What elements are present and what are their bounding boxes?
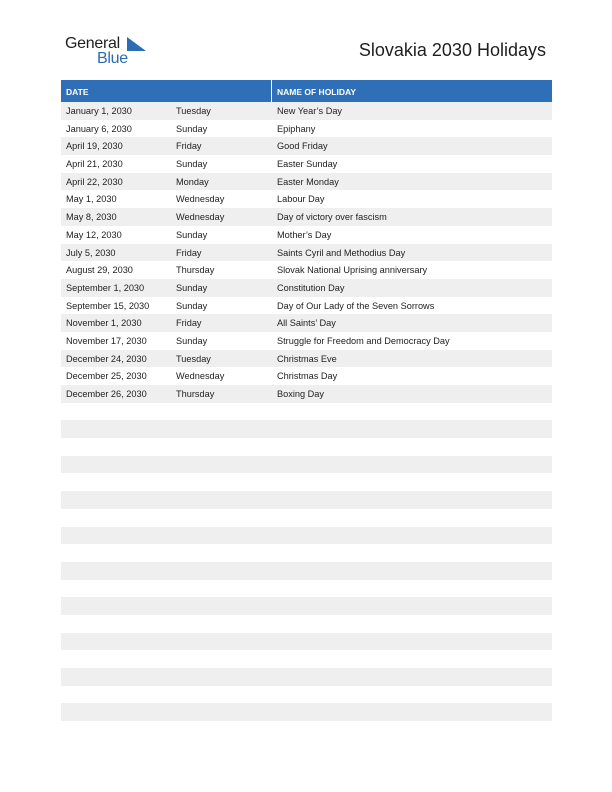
row-date: August 29, 2030	[66, 265, 133, 276]
row-weekday: Sunday	[176, 282, 208, 293]
row-date: December 25, 2030	[66, 371, 147, 382]
row-holiday-name: Mother’s Day	[277, 229, 332, 240]
table-row	[61, 102, 552, 120]
empty-row	[61, 420, 552, 438]
row-holiday-name: Boxing Day	[277, 389, 324, 399]
table-row	[61, 279, 552, 297]
empty-row	[61, 580, 552, 598]
table-body	[61, 102, 552, 721]
empty-row	[61, 703, 552, 721]
header-holiday-name: NAME OF HOLIDAY	[277, 87, 357, 97]
row-date: January 1, 2030	[66, 106, 132, 116]
table-row	[61, 190, 552, 208]
table-row	[61, 314, 552, 332]
row-weekday: Friday	[176, 318, 202, 329]
row-holiday-name: Epiphany	[277, 123, 316, 134]
row-holiday-name: Struggle for Freedom and Democracy Day	[277, 335, 450, 346]
row-date: April 22, 2030	[66, 176, 123, 187]
empty-row	[61, 456, 552, 474]
empty-row	[61, 403, 552, 421]
table-row	[61, 350, 552, 368]
row-weekday: Thursday	[176, 265, 215, 276]
row-holiday-name: Easter Sunday	[277, 159, 338, 170]
empty-row	[61, 544, 552, 562]
row-weekday: Wednesday	[176, 194, 225, 205]
logo	[65, 34, 155, 68]
table-header	[61, 80, 552, 102]
row-date: May 12, 2030	[66, 229, 122, 240]
page-title: Slovakia 2030 Holidays	[358, 40, 546, 60]
empty-row	[61, 597, 552, 615]
row-weekday: Wednesday	[176, 371, 225, 382]
row-date: December 26, 2030	[66, 389, 147, 399]
holiday-table	[61, 80, 552, 721]
row-holiday-name: All Saints’ Day	[277, 318, 336, 329]
empty-row	[61, 633, 552, 651]
row-weekday: Wednesday	[176, 212, 225, 223]
row-holiday-name: Day of Our Lady of the Seven Sorrows	[277, 300, 435, 311]
row-date: September 15, 2030	[66, 300, 150, 311]
empty-row	[61, 473, 552, 491]
row-weekday: Tuesday	[176, 106, 211, 116]
row-holiday-name: Christmas Day	[277, 371, 338, 382]
table-row	[61, 332, 552, 350]
table-row	[61, 173, 552, 191]
row-holiday-name: New Year’s Day	[277, 106, 343, 116]
row-date: April 21, 2030	[66, 159, 123, 170]
empty-row	[61, 650, 552, 668]
empty-row	[61, 615, 552, 633]
table-row	[61, 137, 552, 155]
row-date: November 17, 2030	[66, 335, 147, 346]
table-row	[61, 120, 552, 138]
row-weekday: Sunday	[176, 123, 208, 134]
empty-row	[61, 491, 552, 509]
row-date: May 1, 2030	[66, 194, 117, 205]
row-holiday-name: Easter Monday	[277, 176, 339, 187]
empty-row	[61, 562, 552, 580]
row-holiday-name: Day of victory over fascism	[277, 212, 387, 223]
row-holiday-name: Constitution Day	[277, 282, 345, 293]
row-date: September 1, 2030	[66, 282, 145, 293]
table-row	[61, 385, 552, 403]
table-row	[61, 226, 552, 244]
empty-row	[61, 438, 552, 456]
row-weekday: Thursday	[176, 389, 215, 399]
empty-row	[61, 509, 552, 527]
header-date: DATE	[66, 87, 89, 97]
table-row	[61, 208, 552, 226]
table-row	[61, 261, 552, 279]
row-weekday: Tuesday	[176, 353, 211, 364]
empty-row	[61, 686, 552, 704]
table-row	[61, 367, 552, 385]
logo-word-general: General	[65, 35, 120, 52]
row-date: November 1, 2030	[66, 318, 142, 329]
row-weekday: Sunday	[176, 229, 208, 240]
row-weekday: Sunday	[176, 300, 208, 311]
row-date: May 8, 2030	[66, 212, 117, 223]
row-weekday: Friday	[176, 247, 202, 258]
row-holiday-name: Labour Day	[277, 194, 325, 205]
row-weekday: Sunday	[176, 159, 208, 170]
empty-row	[61, 527, 552, 545]
row-weekday: Sunday	[176, 335, 208, 346]
row-weekday: Friday	[176, 141, 202, 152]
logo-word-blue: Blue	[97, 50, 128, 67]
table-row	[61, 297, 552, 315]
row-weekday: Monday	[176, 176, 209, 187]
row-holiday-name: Slovak National Uprising anniversary	[277, 265, 428, 276]
empty-row	[61, 668, 552, 686]
logo-triangle-icon	[125, 36, 147, 52]
table-row	[61, 155, 552, 173]
row-date: April 19, 2030	[66, 141, 123, 152]
row-date: January 6, 2030	[66, 123, 132, 134]
header-divider	[271, 80, 272, 102]
row-holiday-name: Christmas Eve	[277, 353, 337, 364]
table-row	[61, 244, 552, 262]
row-date: July 5, 2030	[66, 247, 116, 258]
row-date: December 24, 2030	[66, 353, 147, 364]
row-holiday-name: Good Friday	[277, 141, 328, 152]
row-holiday-name: Saints Cyril and Methodius Day	[277, 247, 406, 258]
